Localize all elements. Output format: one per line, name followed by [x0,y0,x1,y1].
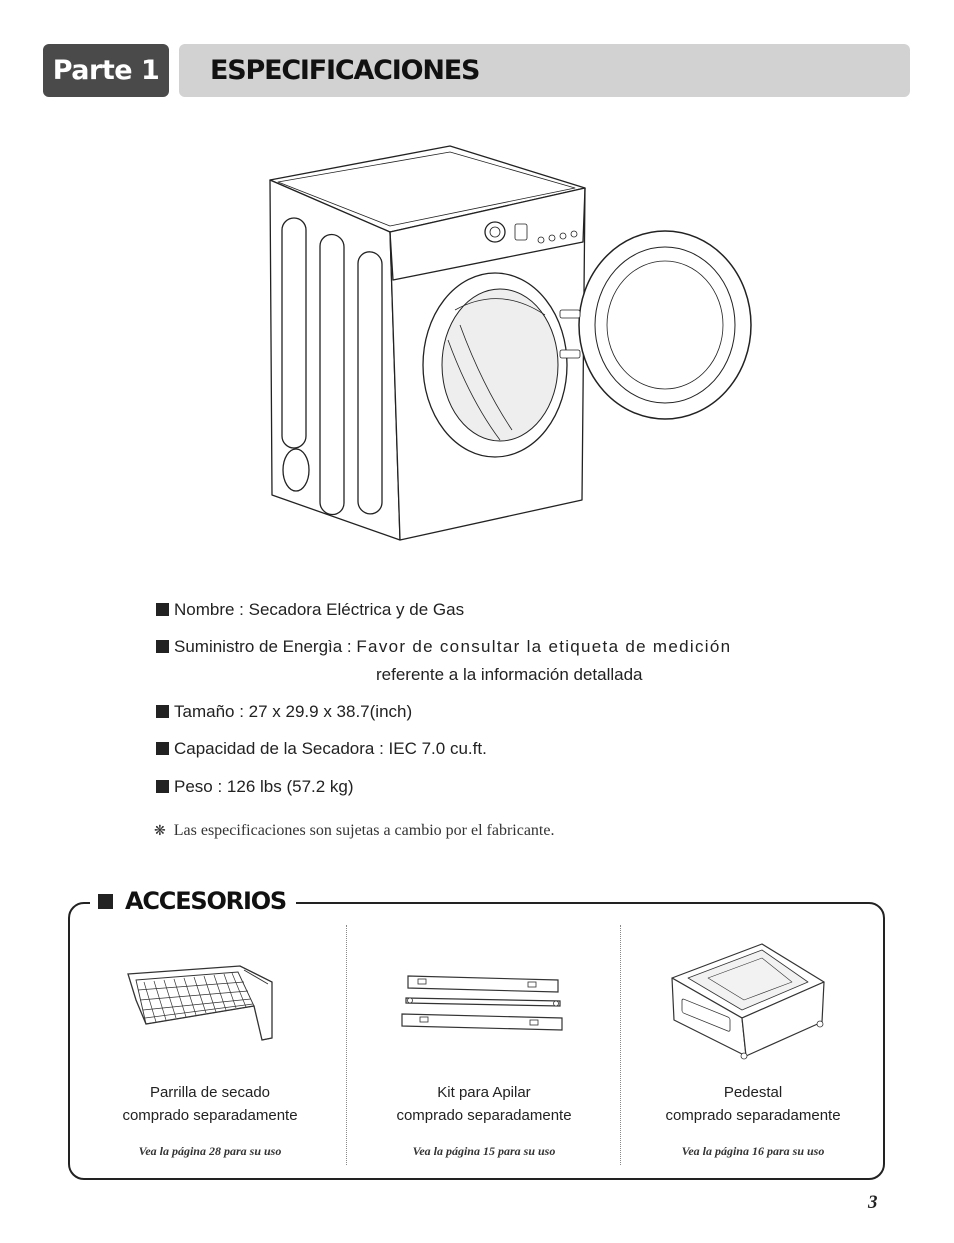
accessory-note: comprado separadamente [396,1107,572,1124]
page-number: 3 [868,1192,878,1213]
bullet-square [156,780,169,793]
spec-capacity: Capacidad de la Secadora : IEC 7.0 cu.ft. [156,739,487,759]
accessory-item [618,1081,888,1159]
accessory-ref: Vea la página 28 para su uso [138,1144,282,1158]
part-label: Parte 1 [52,55,160,86]
bullet-square [98,894,113,909]
bullet-square [156,742,169,755]
accessory-name: Parrilla de secado [149,1084,271,1101]
part-tab [43,44,169,97]
page-title: ESPECIFICACIONES [210,55,480,86]
note-symbol: ❋ [154,823,166,839]
drying-rack-icon [122,960,282,1042]
accessory-name: Kit para Apilar [437,1084,531,1101]
bullet-square [156,705,169,718]
accessory-name: Pedestal [723,1084,783,1101]
spec-note: ❋ Las especificaciones son sujetas a cambio por el fabricante. [154,822,555,839]
accessory-item [75,1081,345,1159]
spec-power: Suministro de Energìa : Favor de consultar la etiqueta de medición [156,637,731,657]
spec-name: Nombre : Secadora Eléctrica y de Gas [156,600,464,620]
spec-power-cont: referente a la información detallada [376,665,643,684]
accessory-ref: Vea la página 15 para su uso [412,1144,556,1158]
accessory-note: comprado separadamente [122,1107,298,1124]
column-divider [346,925,347,1165]
accessories-heading: ACCESORIOS [90,884,296,918]
accessory-item [349,1081,619,1159]
spec-weight: Peso : 126 lbs (57.2 kg) [156,777,354,797]
dryer-illustration [260,140,760,550]
title-bar [179,44,910,97]
accessory-ref: Vea la página 16 para su uso [681,1144,825,1158]
bullet-square [156,640,169,653]
spec-size: Tamaño : 27 x 29.9 x 38.7(inch) [156,702,412,722]
accessory-note: comprado separadamente [665,1107,841,1124]
bullet-square [156,603,169,616]
stacking-kit-icon [398,970,566,1036]
pedestal-icon [666,938,830,1062]
